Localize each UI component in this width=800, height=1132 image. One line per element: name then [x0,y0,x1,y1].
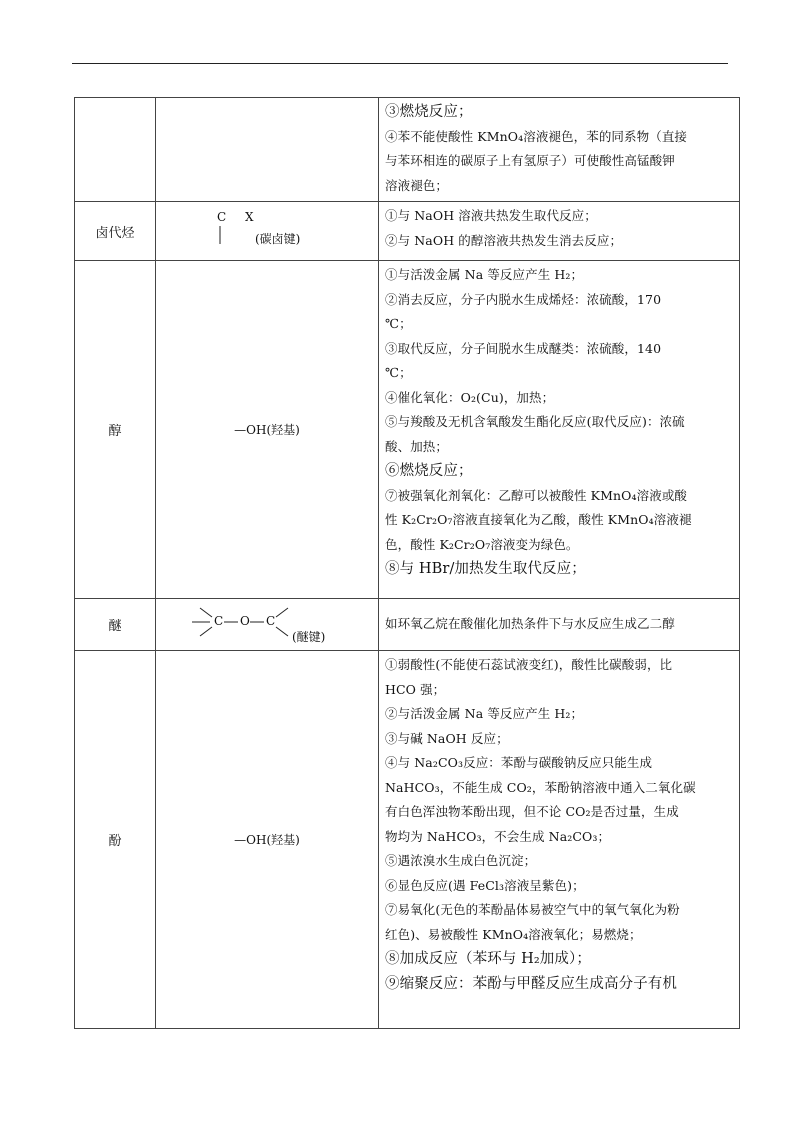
property-line: ⑦易氧化(无色的苯酚晶体易被空气中的氧气氧化为粉 [385,902,680,917]
carbon-halogen-bond-structure [187,206,347,254]
property-line: ⑥燃烧反应； [385,463,473,479]
property-line: ④催化氧化：O₂(Cu)，加热； [385,389,555,405]
property-line: ②与 NaOH 的醇溶液共热发生消去反应； [385,232,623,248]
property-line: 酸、加热； [385,438,449,454]
property-line: NaHCO₃，不能生成 CO₂，苯酚钠溶液中通入二氧化碳 [385,779,696,795]
property-line: ①与 NaOH 溶液共热发生取代反应； [385,208,597,223]
properties-cell [379,651,740,1029]
group-cell: —OH(羟基) [156,261,379,599]
carbon-atom: C [214,614,224,628]
property-line: 溶液褪色； [385,177,449,193]
property-line: HCO 强； [385,681,446,697]
table-row [75,98,740,202]
property-line: 性 K₂Cr₂O₇溶液直接氧化为乙酸，酸性 KMnO₄溶液褪 [385,512,692,527]
class-cell: 卤代烃 [75,202,156,261]
group-cell [156,202,379,261]
class-cell: 酚 [75,651,156,1029]
table-row [75,651,740,1029]
property-line: ⑤遇浓溴水生成白色沉淀； [385,853,537,868]
properties-cell [379,98,740,202]
property-line: ⑤与羧酸及无机含氧酸发生酯化反应(取代反应)：浓硫 [385,414,685,429]
table-row [75,202,740,261]
property-line: 色，酸性 K₂Cr₂O₇溶液变为绿色。 [385,536,579,552]
group-cell [156,599,379,651]
ether-bond-structure [182,600,352,646]
property-line: ℃； [385,365,412,380]
property-line: ③燃烧反应； [385,104,473,120]
property-line: ⑨缩聚反应：苯酚与甲醛反应生成高分子有机 [385,975,677,992]
property-line: ⑥显色反应(遇 FeCl₃溶液呈紫色)； [385,877,585,893]
properties-cell [379,599,740,651]
group-cell [156,98,379,202]
property-line: ①与活泼金属 Na 等反应产生 H₂； [385,267,584,282]
property-line: ③取代反应，分子间脱水生成醚类：浓硫酸，140 [385,340,662,356]
property-line: ℃； [385,316,412,331]
class-cell: 醇 [75,261,156,599]
oxygen-atom: O [240,614,250,628]
functional-group-table [74,97,740,1029]
class-cell: 醚 [75,599,156,651]
property-line: 物均为 NaHCO₃，不会生成 Na₂CO₃； [385,828,611,844]
page-header-rule [72,63,728,64]
property-line: ②消去反应，分子内脱水生成烯烃：浓硫酸，170 [385,291,662,307]
property-line: ①弱酸性(不能使石蕊试液变红)，酸性比碳酸弱，比 [385,657,673,672]
property-line: ⑦被强氧化剂氧化：乙醇可以被酸性 KMnO₄溶液或酸 [385,487,688,503]
carbon-atom: C [266,614,276,628]
property-line: 红色)、易被酸性 KMnO₄溶液氧化；易燃烧； [385,926,642,942]
table-row [75,599,740,651]
group-name: (醚键) [292,630,326,644]
property-line: ⑧加成反应（苯环与 H₂加成）； [385,951,591,967]
property-line: 如环氧乙烷在酸催化加热条件下与水反应生成乙二醇 [385,616,675,632]
property-line: ④苯不能使酸性 KMnO₄溶液褪色，苯的同系物（直接 [385,128,688,144]
table-row [75,261,740,599]
property-line: ⑧与 HBr/加热发生取代反应； [385,561,586,577]
properties-cell [379,202,740,261]
property-line: ②与活泼金属 Na 等反应产生 H₂； [385,706,584,721]
property-line: ④与 Na₂CO₃反应：苯酚与碳酸钠反应只能生成 [385,755,653,770]
carbon-atom: C [217,209,227,224]
bond-line [216,226,226,246]
halogen-atom: X [245,209,254,224]
properties-cell [379,261,740,599]
class-cell [75,98,156,202]
group-cell: —OH(羟基) [156,651,379,1029]
property-line: ③与碱 NaOH 反应； [385,730,509,746]
property-line: 有白色浑浊物苯酚出现，但不论 CO₂是否过量，生成 [385,804,679,819]
property-line: 与苯环相连的碳原子上有氢原子）可使酸性高锰酸钾 [385,153,675,168]
group-name: (碳卤键) [255,231,301,246]
